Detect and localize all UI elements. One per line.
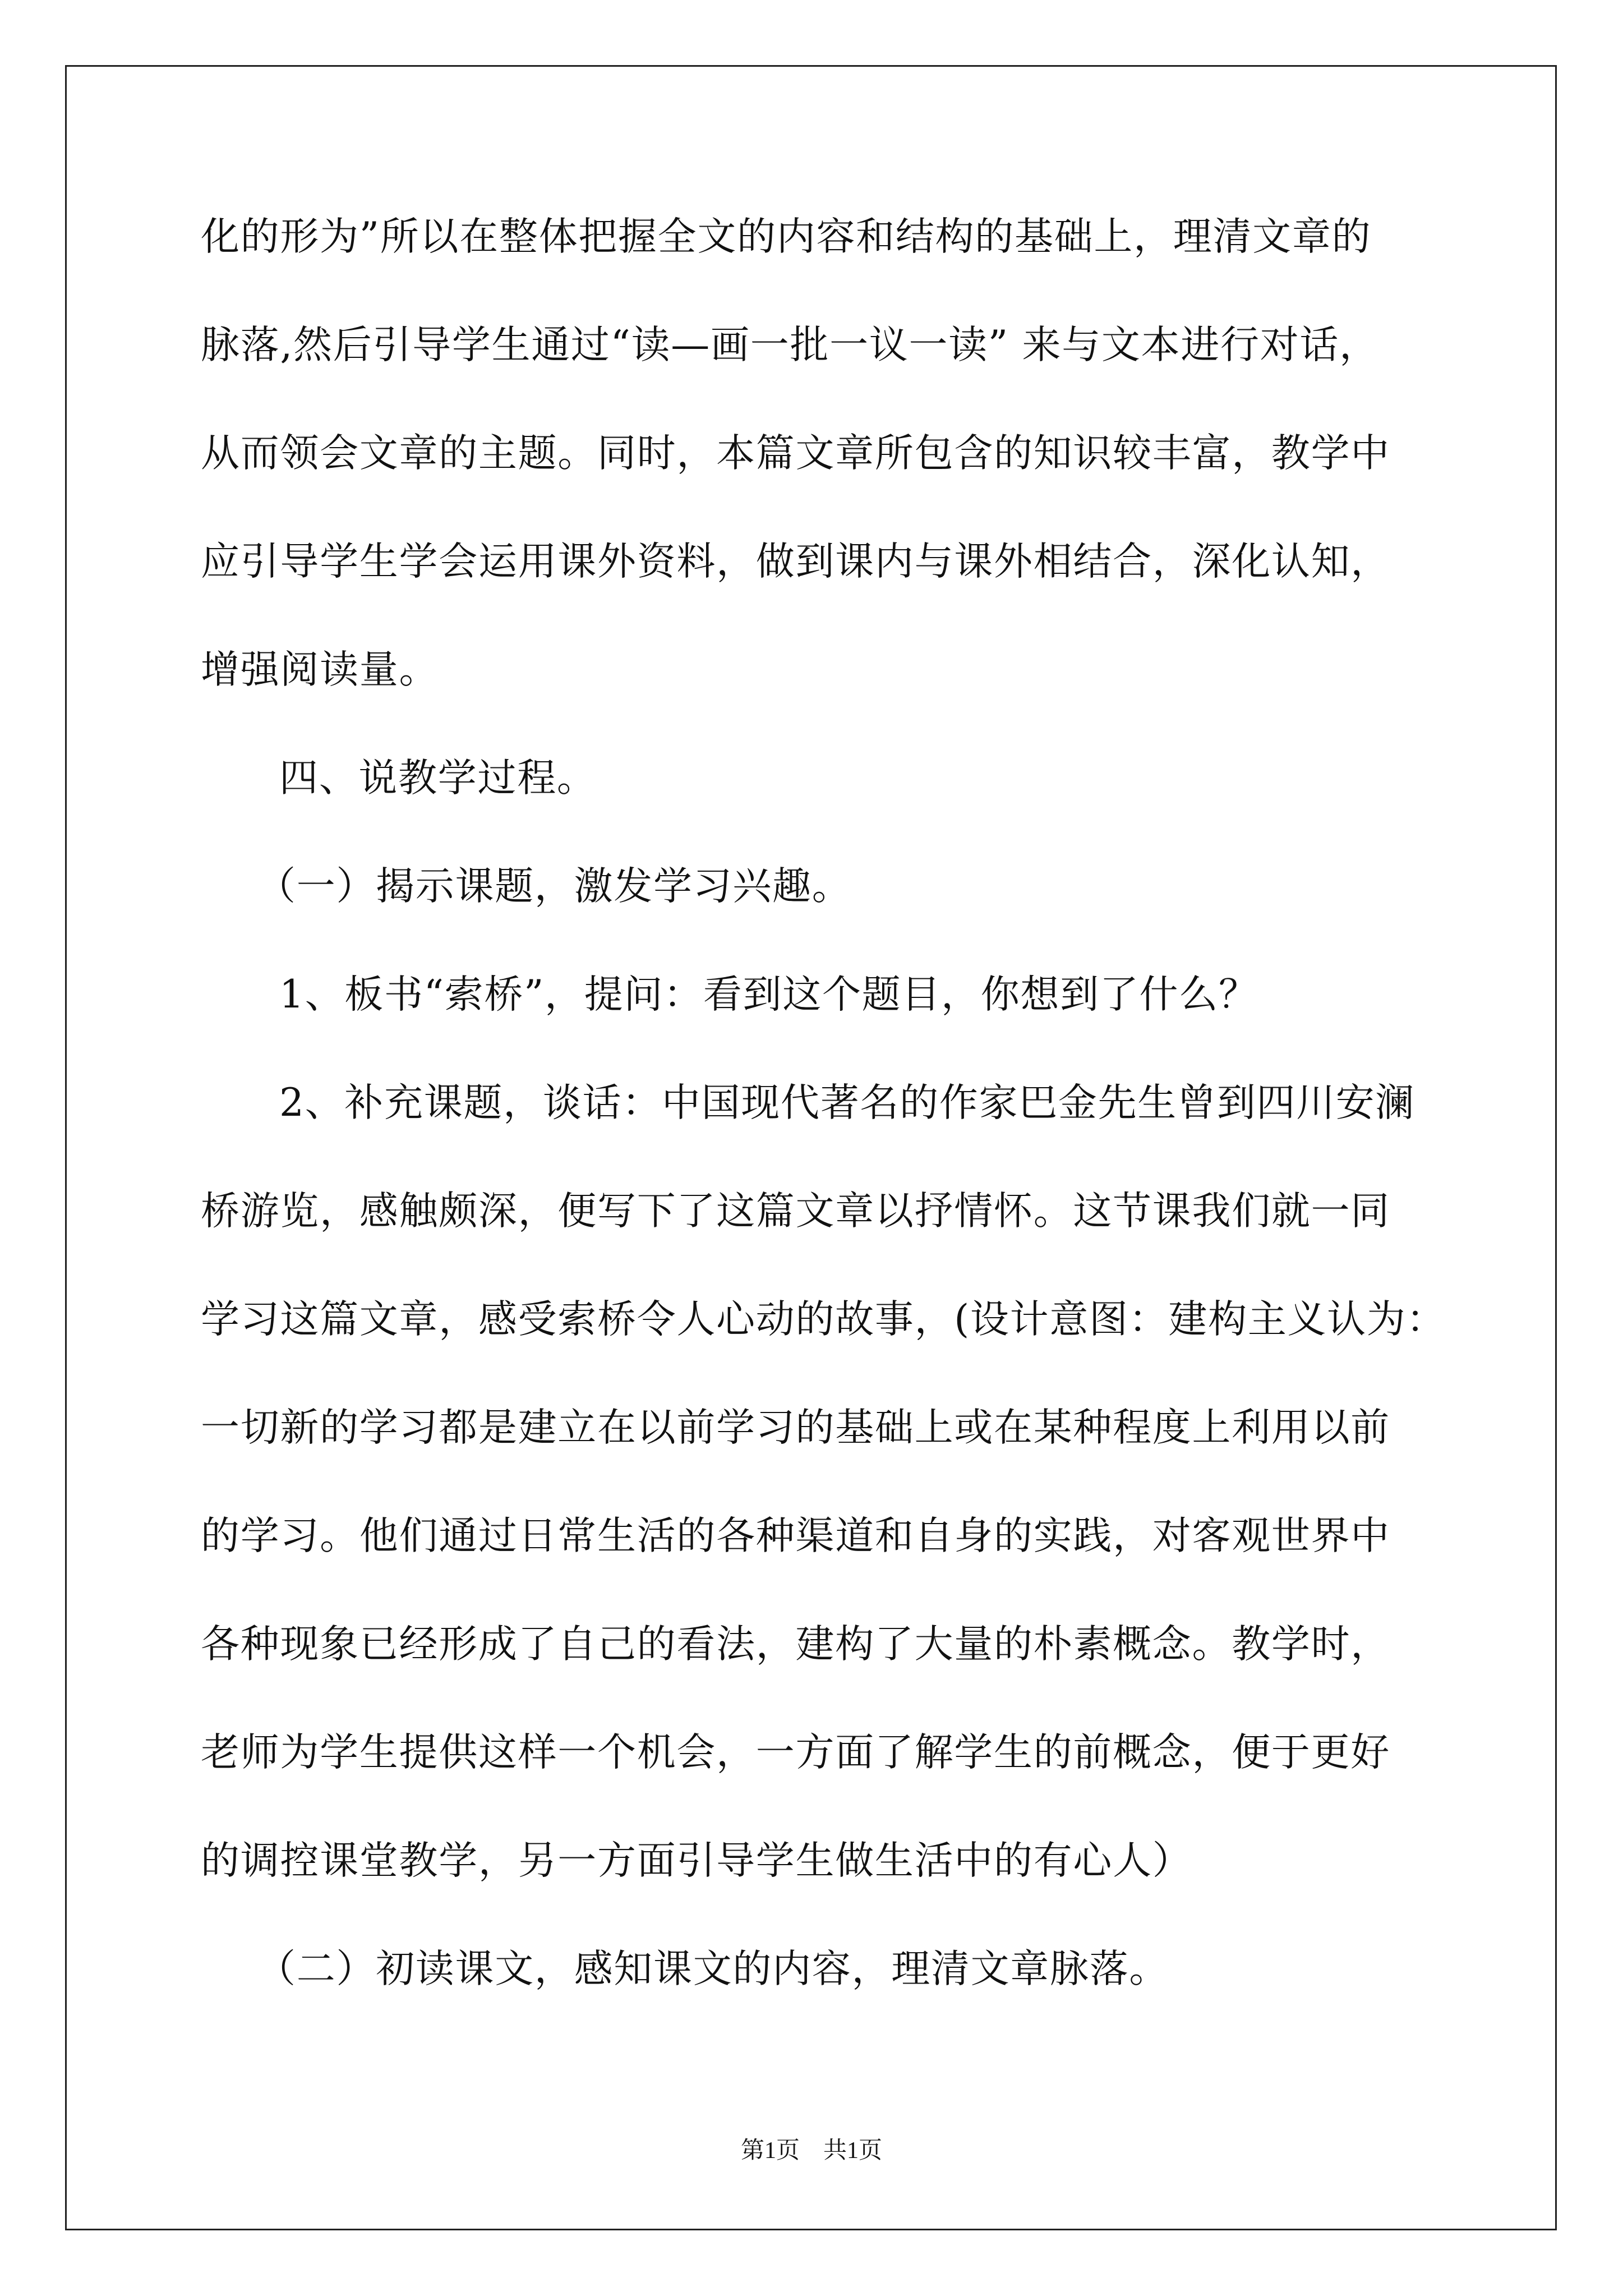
text-line: 从而领会文章的主题。同时，本篇文章所包含的知识较丰富，教学中 — [201, 431, 1390, 476]
text-line: 各种现象已经形成了自己的看法，建构了大量的朴素概念。教学时， — [201, 1622, 1390, 1667]
text-line: 老师为学生提供这样一个机会，一方面了解学生的前概念，便于更好 — [201, 1730, 1390, 1775]
text-line: 脉落,然后引导学生通过“读—画一批一议一读” 来与文本进行对话， — [201, 323, 1379, 367]
text-line: 一切新的学习都是建立在以前学习的基础上或在某种程度上利用以前 — [201, 1405, 1390, 1450]
text-line: 的调控课堂教学，另一方面引导学生做生活中的有心人） — [201, 1838, 1192, 1883]
page-border — [65, 65, 1557, 2230]
text-line: 桥游览，感触颇深，便写下了这篇文章以抒情怀。这节课我们就一同 — [201, 1189, 1390, 1234]
subsection-heading: （二）初读课文，感知课文的内容，理清文章脉落。 — [257, 1947, 1169, 1991]
text-line: 增强阅读量。 — [201, 647, 439, 692]
text-line: 的学习。他们通过日常生活的各种渠道和自身的实践，对客观世界中 — [201, 1513, 1390, 1558]
text-line: 1、板书“索桥”，提问：看到这个题目，你想到了什么？ — [279, 972, 1258, 1017]
page-number: 第1页 共1页 — [740, 2138, 882, 2164]
subsection-heading: （一）揭示课题，激发学习兴趣。 — [257, 864, 852, 909]
text-line: 2、补充课题，谈话：中国现代著名的作家巴金先生曾到四川安澜 — [279, 1080, 1415, 1125]
text-line: 学习这篇文章，感受索桥令人心动的故事，(设计意图：建构主义认为： — [201, 1297, 1446, 1342]
section-heading: 四、说教学过程。 — [279, 756, 597, 800]
text-line: 化的形为”所以在整体把握全文的内容和结构的基础上，理清文章的 — [201, 214, 1372, 259]
text-line: 应引导学生学会运用课外资料，做到课内与课外相结合，深化认知， — [201, 539, 1390, 584]
